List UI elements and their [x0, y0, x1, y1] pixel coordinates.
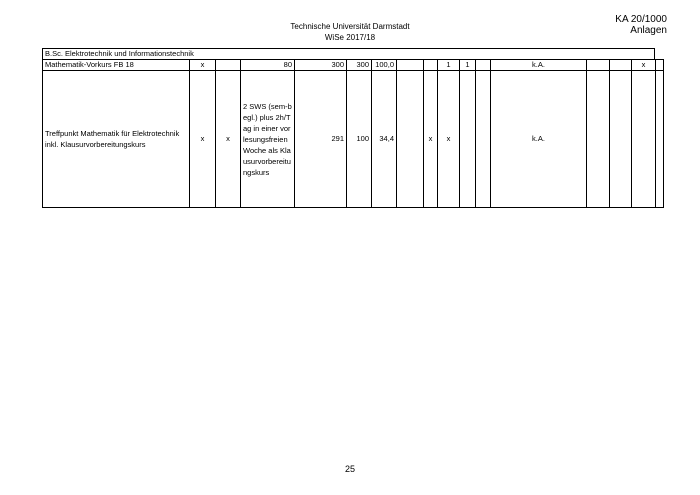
cell: x [632, 60, 656, 71]
cell: 1 [438, 60, 460, 71]
cell: 300 [347, 60, 372, 71]
cell [476, 60, 491, 71]
cell [424, 60, 438, 71]
cell [397, 71, 424, 208]
doc-sub: Anlagen [630, 25, 667, 36]
cell [587, 60, 610, 71]
cell [610, 71, 632, 208]
cell: 100 [347, 71, 372, 208]
cell: x [190, 71, 216, 208]
document-header [230, 21, 470, 43]
course-name: Treffpunkt Mathematik für Elektrotechnik inkl. Klausurvorbereitungskurs [43, 71, 190, 208]
cell [587, 71, 610, 208]
cell [656, 71, 664, 208]
cell [632, 71, 656, 208]
doc-id: KA 20/1000 [615, 14, 667, 25]
cell: 34,4 [372, 71, 397, 208]
cell [216, 60, 241, 71]
cell [610, 60, 632, 71]
cell: 291 [295, 71, 347, 208]
document-reference [615, 14, 667, 36]
course-hours: 2 SWS (sem-begl.) plus 2h/Tag in einer vorlesungsfreien Woche als Klausurvorbereitungskurs [241, 71, 295, 208]
cell: x [424, 71, 438, 208]
university-name: Technische Universität Darmstadt [290, 22, 410, 31]
cell: k.A. [491, 71, 587, 208]
cell: 300 [295, 60, 347, 71]
cell [460, 71, 476, 208]
cell: 1 [460, 60, 476, 71]
page-number: 25 [344, 464, 355, 474]
semester-label: WiSe 2017/18 [324, 33, 376, 42]
cell: 100,0 [372, 60, 397, 71]
cell: k.A. [491, 60, 587, 71]
section-title: B.Sc. Elektrotechnik und Informationstechnik [42, 48, 655, 59]
cell [476, 71, 491, 208]
cell [397, 60, 424, 71]
cell: x [190, 60, 216, 71]
cell: x [438, 71, 460, 208]
table-row [43, 60, 664, 71]
table-row [43, 71, 664, 208]
course-table [42, 59, 664, 208]
cell [656, 60, 664, 71]
course-name: Mathematik-Vorkurs FB 18 [43, 60, 190, 71]
cell: x [216, 71, 241, 208]
cell: 80 [241, 60, 295, 71]
